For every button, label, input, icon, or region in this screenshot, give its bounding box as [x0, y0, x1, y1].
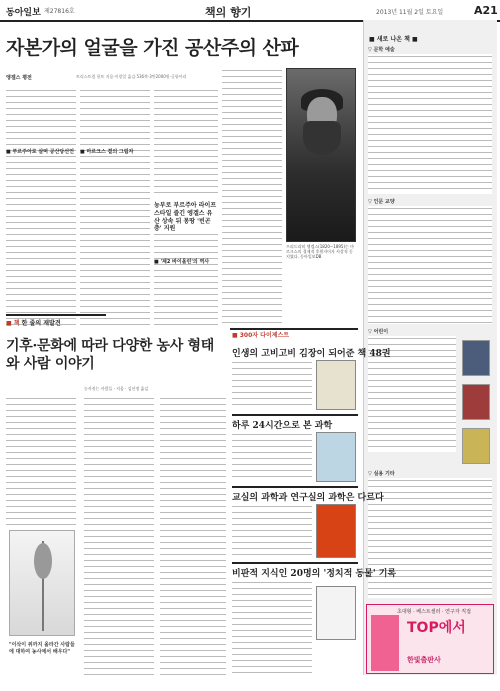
digest-book-2 [316, 432, 356, 482]
section2-tag: ■ 책 한 줄의 재발견 [6, 320, 61, 327]
lead-headline: 자본가의 얼굴을 가진 공산주의 산파 [6, 37, 299, 59]
lead-book-meta: 트리스트럼 헌트 지음·이광일 옮김·536쪽·3만2000원·글항아리 [76, 74, 187, 79]
ad-headline: TOP에서 [407, 620, 466, 636]
ad-tagline: 초대형 · 베스트셀러 · 연구자 직접 [397, 609, 471, 615]
book-thumb-3 [462, 428, 490, 464]
lead-subhead-1: ■ 부르주아로 살며 공산당선언 [6, 149, 74, 155]
digest-title-2: 하루 24시간으로 본 과학 [232, 421, 333, 431]
ad-publisher: 한빛출판사 [407, 656, 441, 664]
section2-quote: "이삭이 위까지 올라간 사람들에 대하여 농사에서 배우다" [9, 642, 75, 655]
digest-rule-2 [232, 414, 358, 416]
digest-body-4 [232, 580, 312, 676]
sidebar-list-4 [368, 478, 492, 598]
digest-body-2 [232, 432, 312, 482]
issue-date: 2013년 11월 2일 토요일 [376, 9, 444, 16]
lead-subhead-2: ■ 마르크스 곁의 그림자 [80, 149, 134, 155]
section2-headline: 기후·문화에 따라 다양한 농사 형태와 사람 이야기 [6, 338, 215, 372]
lead-body-col2 [80, 88, 150, 328]
section2-body-col2 [84, 396, 154, 676]
newspaper-logo: 동아일보 [6, 8, 41, 18]
section2-rule [6, 314, 106, 316]
lead-body-col4 [222, 68, 282, 328]
digest-body-1 [232, 360, 312, 410]
book-thumb-2 [462, 384, 490, 420]
book-thumb-1 [462, 340, 490, 376]
lead-byline: 엥겔스 평전 [6, 75, 32, 81]
engels-portrait-image [286, 68, 356, 242]
rice-plant-image [9, 530, 75, 636]
portrait-caption: 프리드리히 엥겔스(1820∼1895)는 마르크스의 경제적 후원자이자 사상적 동지였다. 동아일보DB [286, 244, 355, 260]
section2-author: 농사짓는 사람들 · 지음 · 김선정 옮김 [84, 386, 149, 391]
sidebar-title: ■ 새로 나온 책 ■ [369, 36, 418, 43]
section-title: 책의 향기 [205, 6, 252, 19]
digest-title-3: 교실의 과학과 연구실의 과학은 다르다 [232, 493, 384, 503]
sidebar-cat-humanities: ▽ 인문 교양 [368, 199, 395, 205]
advertisement[interactable] [366, 604, 494, 674]
digest-body-3 [232, 504, 312, 558]
lead-body-col3b [154, 232, 218, 328]
lead-subhead-3: ■ '제2 바이올린'의 역사 [154, 259, 210, 265]
digest-book-1 [316, 360, 356, 410]
digest-title-1: 인생의 고비고비 김장이 되어준 책 48권 [232, 349, 391, 359]
lead-body-col1 [6, 88, 76, 328]
digest-title-4: 비판적 지식인 20명의 '정치적 동물' 기록 [232, 569, 397, 579]
sidebar-cat-literature: ▽ 문학 예술 [368, 47, 395, 53]
sidebar-cat-practical: ▽ 실용 기타 [368, 471, 395, 477]
section2-body-col3 [160, 396, 226, 676]
sidebar-list-1 [368, 54, 492, 194]
lead-pullquote: 농부로 부르주아 라이프스타일 즐긴 엥겔스 유산 상속 뒤 몽땅 '빈곤층' 지원 [154, 202, 217, 233]
digest-book-3 [316, 504, 356, 558]
issue-number: 제27816호 [44, 8, 75, 15]
section3-tag: ■ 300자 다이제스트 [232, 332, 290, 339]
sidebar-cat-children: ▽ 어린이 [368, 329, 389, 335]
lead-body-col3 [154, 88, 218, 198]
digest-book-4 [316, 586, 356, 640]
digest-rule-4 [232, 562, 358, 564]
page-number: A21 [474, 4, 498, 17]
page-header [0, 0, 500, 22]
sidebar-list-2 [368, 206, 492, 324]
digest-rule-3 [232, 486, 358, 488]
section2-body-col1 [6, 396, 76, 526]
ad-book-image [371, 615, 399, 671]
